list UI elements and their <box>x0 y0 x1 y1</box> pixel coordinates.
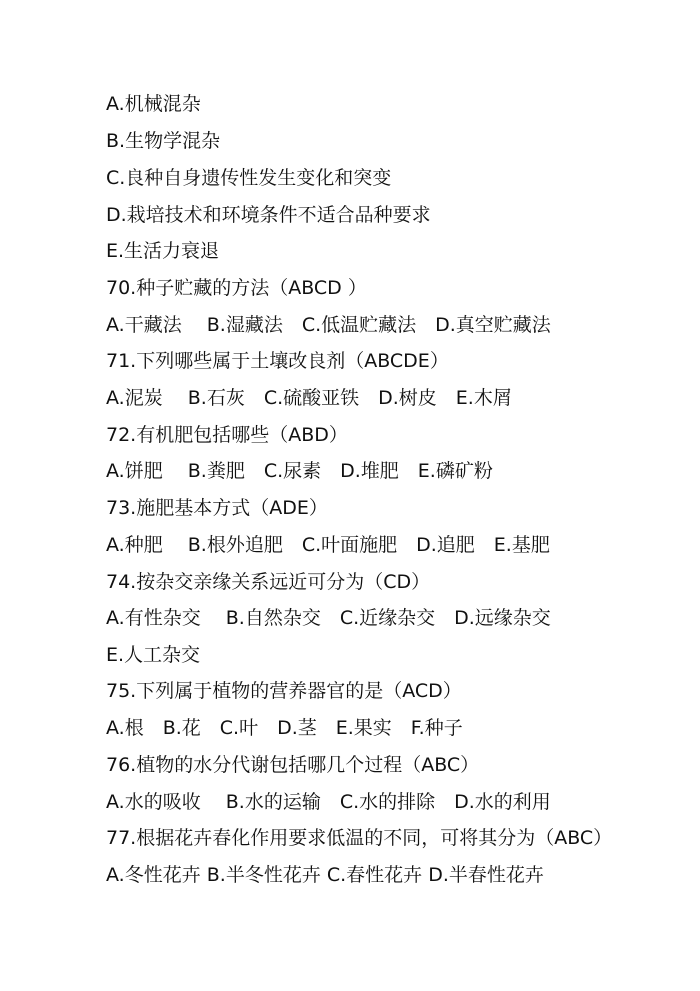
question-line: 77.根据花卉春化作用要求低温的不同，可将其分为（ABC） <box>106 827 613 849</box>
question-line: 70.种子贮藏的方法（ABCD ） <box>106 277 367 299</box>
option-line: E.人工杂交 <box>106 644 201 666</box>
question-line: 72.有机肥包括哪些（ABD） <box>106 424 348 446</box>
option-line: E.生活力衰退 <box>106 240 220 262</box>
option-line: A.干藏法 B.湿藏法 C.低温贮藏法 D.真空贮藏法 <box>106 314 551 336</box>
option-line: A.泥炭 B.石灰 C.硫酸亚铁 D.树皮 E.木屑 <box>106 387 512 409</box>
option-line: D.栽培技术和环境条件不适合品种要求 <box>106 204 431 226</box>
question-line: 75.下列属于植物的营养器官的是（ACD） <box>106 680 462 702</box>
option-line: A.冬性花卉 B.半冬性花卉 C.春性花卉 D.半春性花卉 <box>106 864 544 886</box>
question-line: 73.施肥基本方式（ADE） <box>106 497 328 519</box>
option-line: A.饼肥 B.粪肥 C.尿素 D.堆肥 E.磷矿粉 <box>106 460 493 482</box>
question-line: 74.按杂交亲缘关系远近可分为（CD） <box>106 571 431 593</box>
question-line: 71.下列哪些属于土壤改良剂（ABCDE） <box>106 350 449 372</box>
option-line: A.机械混杂 <box>106 93 201 115</box>
question-line: 76.植物的水分代谢包括哪几个过程（ABC） <box>106 754 480 776</box>
option-line: A.有性杂交 B.自然杂交 C.近缘杂交 D.远缘杂交 <box>106 607 551 629</box>
option-line: A.种肥 B.根外追肥 C.叶面施肥 D.追肥 E.基肥 <box>106 534 550 556</box>
option-line: A.根 B.花 C.叶 D.茎 E.果实 F.种子 <box>106 717 463 739</box>
option-line: C.良种自身遗传性发生变化和突变 <box>106 167 392 189</box>
option-line: B.生物学混杂 <box>106 130 221 152</box>
option-line: A.水的吸收 B.水的运输 C.水的排除 D.水的利用 <box>106 791 551 813</box>
